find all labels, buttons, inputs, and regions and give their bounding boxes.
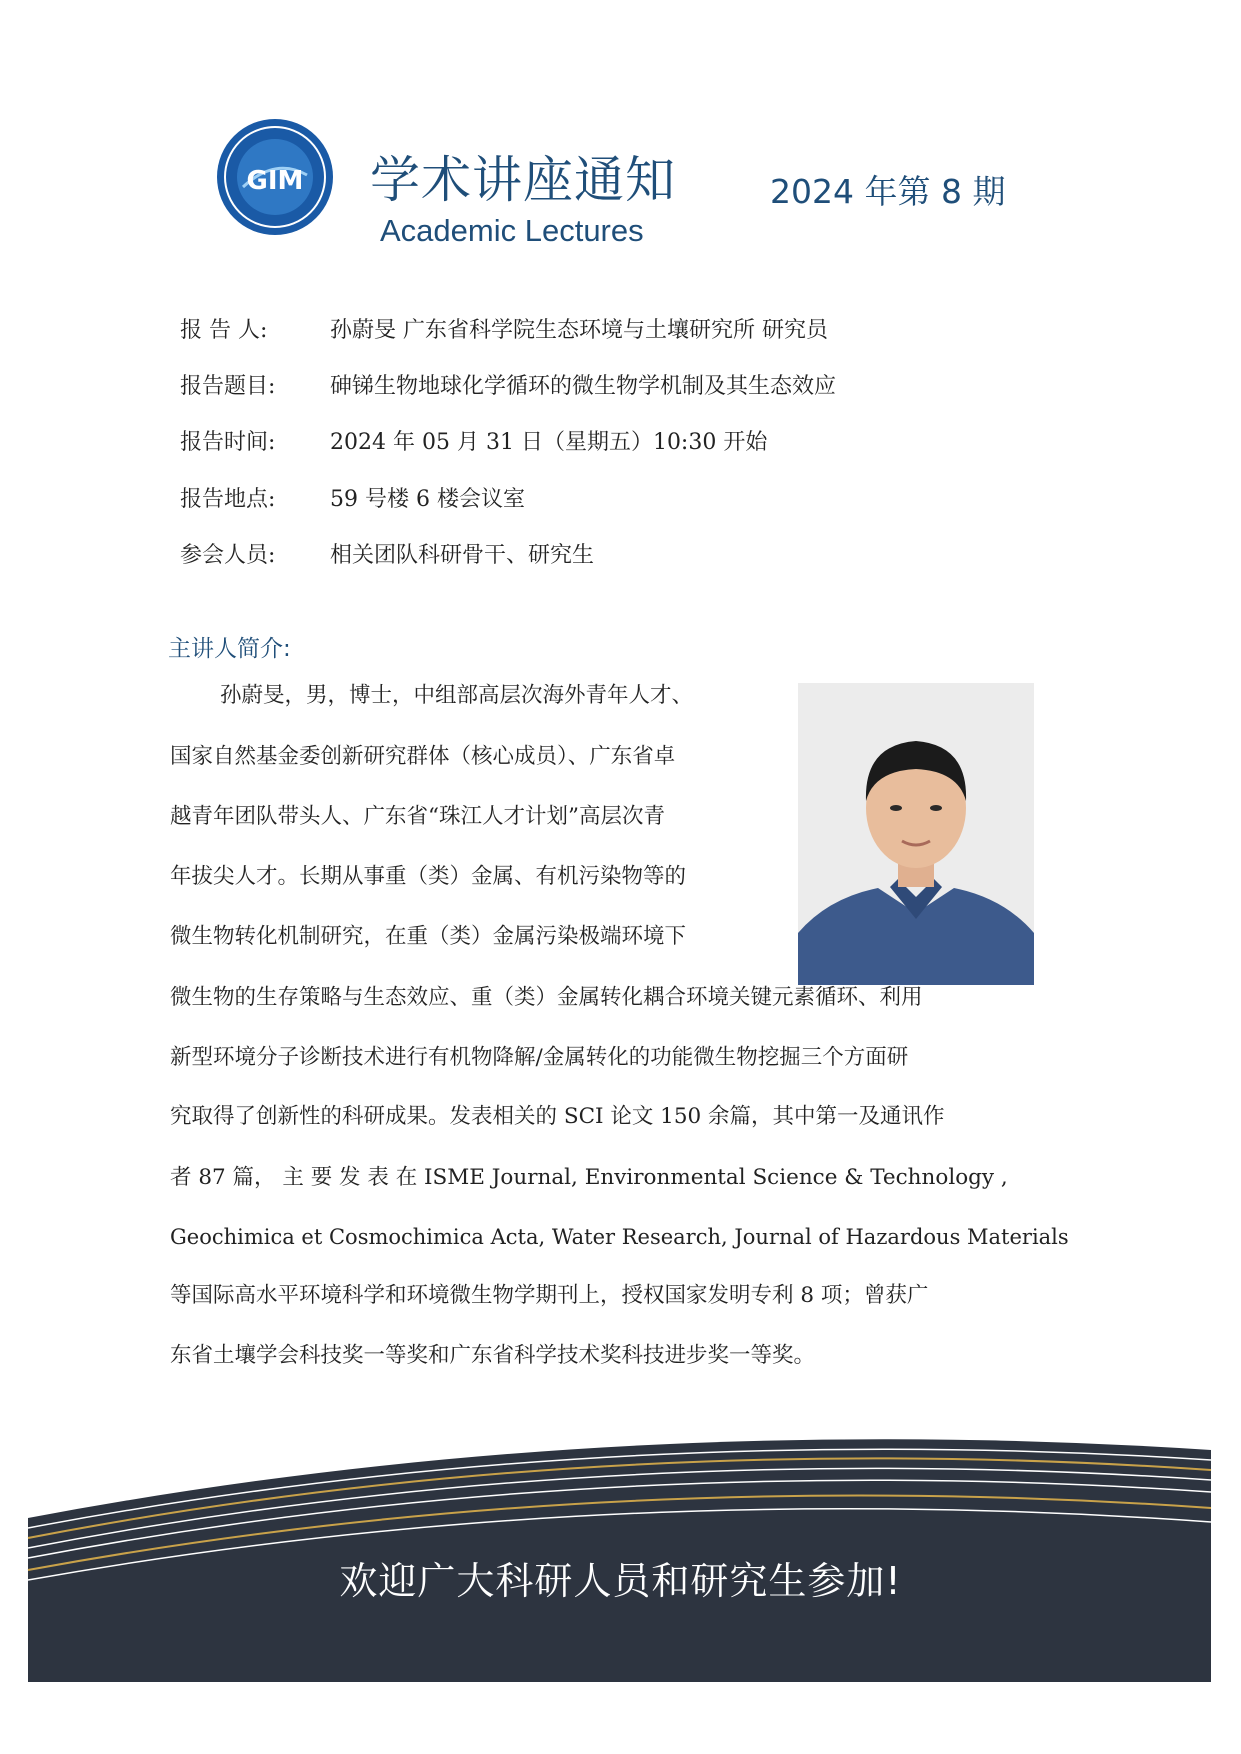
bio-line: 微生物的生存策略与生态效应、重（类）金属转化耦合环境关键元素循环、利用 [170, 985, 923, 1010]
info-value: 相关团队科研骨干、研究生 [330, 543, 595, 568]
info-label: 报告题目: [180, 374, 276, 399]
bio-line: 年拔尖人才。长期从事重（类）金属、有机污染物等的 [170, 864, 687, 889]
bio-line: 东省土壤学会科技奖一等奖和广东省科学技术奖科技进步奖一等奖。 [170, 1343, 816, 1368]
info-label: 报告时间: [180, 430, 276, 455]
page-subtitle: Academic Lectures [380, 213, 644, 248]
bio-line: Geochimica et Cosmochimica Acta, Water Research, Journal of Hazardous Materials [170, 1225, 1069, 1249]
info-value: 砷锑生物地球化学循环的微生物学机制及其生态效应 [330, 374, 837, 399]
bio-line: 微生物转化机制研究，在重（类）金属污染极端环境下 [170, 924, 687, 949]
info-label: 报 告 人: [180, 318, 268, 343]
footer-text: 欢迎广大科研人员和研究生参加! [339, 1559, 902, 1603]
bio-line: 者 87 篇， 主 要 发 表 在 ISME Journal, Environmental Science & Technology , [170, 1165, 1008, 1190]
bio-line: 等国际高水平环境科学和环境微生物学期刊上，授权国家发明专利 8 项；曾获广 [170, 1283, 929, 1308]
info-row-location [180, 480, 525, 520]
info-row-title [180, 367, 836, 407]
info-row-attendees [180, 536, 594, 576]
info-row-speaker [180, 311, 828, 351]
info-value: 59 号楼 6 楼会议室 [330, 487, 525, 512]
speaker-photo [798, 683, 1034, 985]
info-row-time [180, 423, 767, 463]
bio-line: 越青年团队带头人、广东省“珠江人才计划”高层次青 [170, 804, 665, 829]
bio-line: 孙蔚旻，男，博士，中组部高层次海外青年人才、 [220, 683, 694, 708]
logo-text: GIM [246, 166, 304, 196]
info-value: 孙蔚旻 广东省科学院生态环境与土壤研究所 研究员 [330, 318, 828, 343]
bio-line: 究取得了创新性的科研成果。发表相关的 SCI 论文 150 余篇，其中第一及通讯作 [170, 1104, 945, 1129]
info-value: 2024 年 05 月 31 日（星期五）10:30 开始 [330, 430, 768, 455]
issue-number: 2024 年第 8 期 [770, 172, 1006, 211]
info-label: 参会人员: [180, 543, 276, 568]
page-title: 学术讲座通知 [370, 151, 676, 209]
bio-heading: 主讲人简介: [168, 636, 291, 662]
info-label: 报告地点: [180, 487, 276, 512]
institute-logo [215, 117, 335, 237]
bio-line: 国家自然基金委创新研究群体（核心成员）、广东省卓 [170, 744, 676, 769]
bio-line: 新型环境分子诊断技术进行有机物降解/金属转化的功能微生物挖掘三个方面研 [170, 1045, 909, 1070]
